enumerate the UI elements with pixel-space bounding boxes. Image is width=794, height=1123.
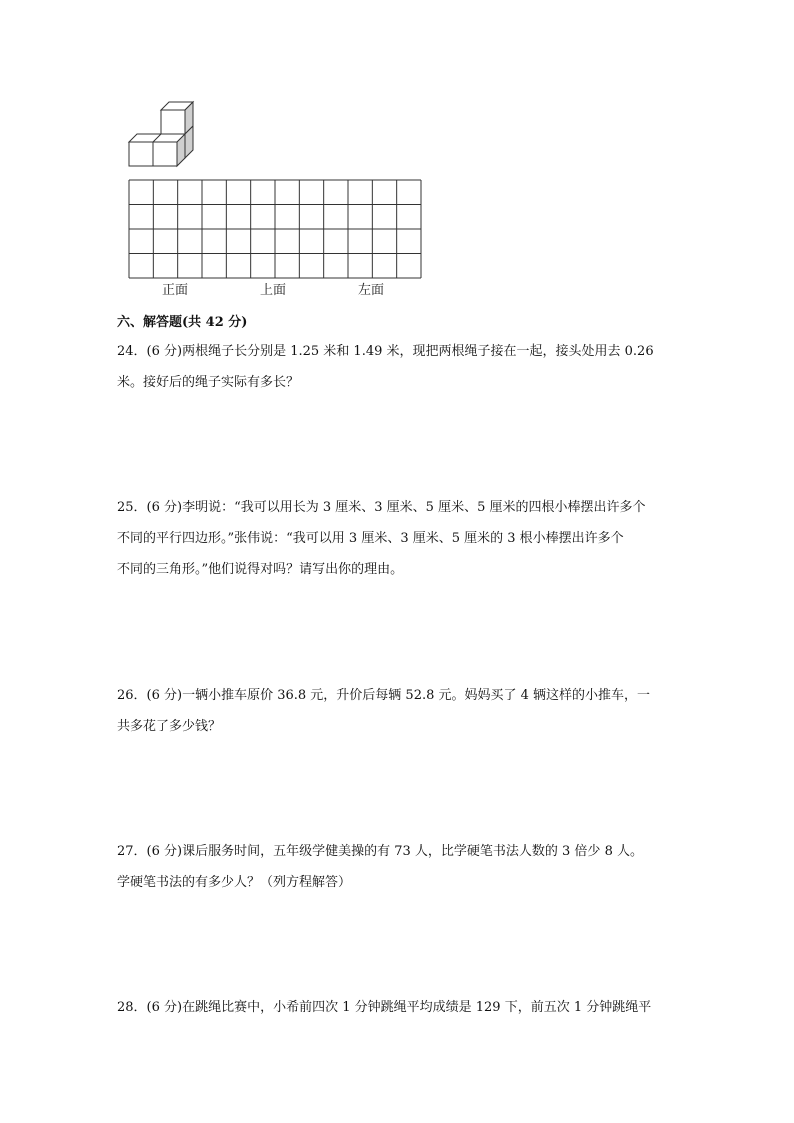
question-line: 不同的三角形。”他们说得对吗？请写出你的理由。 <box>117 562 404 577</box>
question-line: 不同的平行四边形。”张伟说：“我可以用 3 厘米、3 厘米、5 厘米的 3 根小棒摆出许多个 <box>117 531 624 546</box>
question-line: 28．(6 分)在跳绳比赛中，小希前四次 1 分钟跳绳平均成绩是 129 下，前五次 1 分钟跳绳平 <box>117 1000 652 1015</box>
question-line: 学硬笔书法的有多少人？（列方程解答） <box>117 875 352 890</box>
question-27 <box>117 836 687 898</box>
left-view-label: 左面 <box>358 283 385 298</box>
question-26 <box>117 680 687 742</box>
question-line: 25．(6 分)李明说：“我可以用长为 3 厘米、3 厘米、5 厘米、5 厘米的四根小棒摆出许多个 <box>117 500 646 515</box>
drawing-grid <box>128 179 422 279</box>
question-line: 26．(6 分)一辆小推车原价 36.8 元，升价后每辆 52.8 元。妈妈买了 4 辆这样的小推车，一 <box>117 688 651 703</box>
question-line: 共多花了多少钱？ <box>117 719 222 734</box>
cube-left-front <box>129 142 153 166</box>
cube-right-front <box>153 142 177 166</box>
front-view-label: 正面 <box>162 283 189 298</box>
cube-left-top <box>129 134 161 142</box>
cube-stack-figure <box>127 100 197 168</box>
question-line: 24．(6 分)两根绳子长分别是 1.25 米和 1.49 米，现把两根绳子接在一起，接头处用去 0.26 <box>117 344 654 359</box>
question-line: 米。接好后的绳子实际有多长？ <box>117 375 300 390</box>
question-24 <box>117 336 687 398</box>
question-25 <box>117 492 687 585</box>
question-28 <box>117 992 687 1023</box>
cube-top-front <box>161 110 185 134</box>
section-title: 六、解答题(共 42 分) <box>117 315 248 330</box>
question-line: 27．(6 分)课后服务时间，五年级学健美操的有 73 人，比学硬笔书法人数的 3 倍少 8 人。 <box>117 844 643 859</box>
cube-right-side <box>177 134 185 166</box>
top-view-label: 上面 <box>260 283 287 298</box>
